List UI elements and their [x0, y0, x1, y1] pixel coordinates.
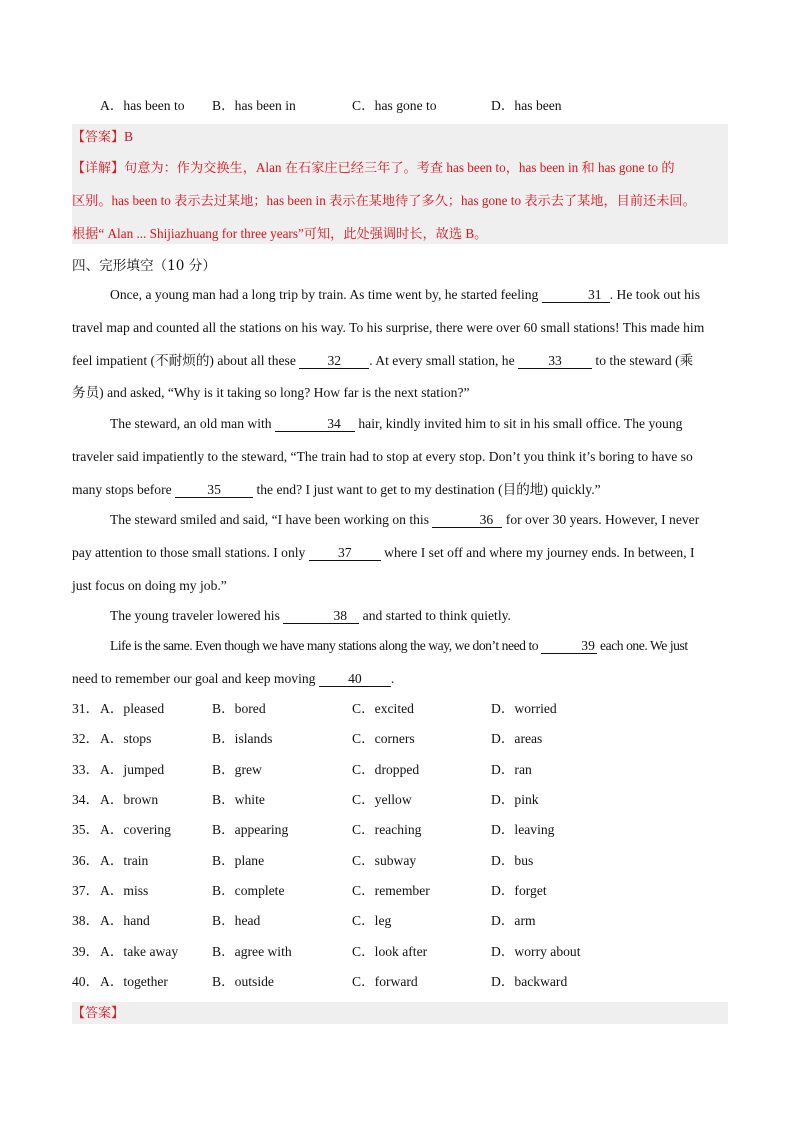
option-a: A．together [100, 974, 168, 989]
option-d: D．backward [491, 974, 568, 989]
blank-39: 39 [541, 638, 597, 654]
option-b: B．plane [212, 853, 265, 868]
question-number: 31． [72, 701, 100, 716]
option-d: D．has been [491, 98, 562, 113]
bottom-answer-label: 【答案】 [72, 1006, 125, 1021]
option-a: A．has been to [100, 98, 185, 113]
question-number: 37． [72, 883, 100, 898]
passage-p5-line1: Life is the same. Even though we have many stations along the way, we don’t need to 39 each one. We just [110, 638, 688, 653]
option-c: C．reaching [352, 822, 422, 837]
blank-36: 36 [432, 512, 502, 528]
option-d: D．worried [491, 701, 557, 716]
option-d: D．ran [491, 762, 532, 777]
option-b: B．complete [212, 883, 285, 898]
blank-34: 34 [275, 416, 355, 432]
option-d: D．worry about [491, 944, 581, 959]
passage-p1-line1: Once, a young man had a long trip by train. As time went by, he started feeling 31 . He took out his [110, 287, 700, 302]
passage-p1-line3: feel impatient (不耐烦的) about all these 32 . At every small station, he 33 to the steward (乘 [72, 353, 694, 368]
question-number: 38． [72, 913, 100, 928]
passage-p4-line1: The young traveler lowered his 38 and started to think quietly. [110, 608, 511, 623]
detail-line-2: 区别。has been to 表示去过某地；has been in 表示在某地待了多久；has gone to 表示去了某地，目前还未回。 [72, 193, 696, 208]
detail-line-1: 【详解】句意为：作为交换生，Alan 在石家庄已经三年了。考查 has been to，has been in 和 has gone to 的 [72, 160, 675, 176]
answer-line [72, 127, 728, 148]
passage-p2-line2: traveler said impatiently to the steward, “The train had to stop at every stop. Don’t you think it’s boring to have so [72, 449, 693, 464]
option-a: A．take away [100, 944, 179, 959]
option-c: C．excited [352, 701, 414, 716]
option-d: D．leaving [491, 822, 555, 837]
blank-35: 35 [175, 482, 253, 498]
blank-40: 40 [319, 671, 391, 687]
option-a: A．train [100, 853, 149, 868]
option-d: D．pink [491, 792, 539, 807]
option-a: A．jumped [100, 762, 165, 777]
option-b: B．white [212, 792, 265, 807]
option-d: D．arm [491, 913, 536, 928]
option-b: B．outside [212, 974, 274, 989]
option-c: C．forward [352, 974, 418, 989]
option-d: D．areas [491, 731, 543, 746]
option-a: A．covering [100, 822, 171, 837]
section-heading: 四、完形填空（10 分） [72, 258, 216, 274]
question-number: 39． [72, 944, 100, 959]
option-c: C．leg [352, 913, 392, 928]
passage-p1-line2: travel map and counted all the stations on his way. To his surprise, there were over 60 small stations! This made him [72, 320, 705, 335]
answer-label: 【答案】 [72, 130, 125, 145]
option-b: B．has been in [212, 98, 296, 113]
question-number: 32． [72, 731, 100, 746]
passage-p3-line2: pay attention to those small stations. I only 37 where I set off and where my journey ends. In between, I [72, 545, 695, 560]
option-c: C．corners [352, 731, 415, 746]
bottom-answer-line [72, 1003, 728, 1024]
option-c: C．has gone to [352, 98, 437, 113]
detail-line-3: 根据“ Alan ... Shijiazhuang for three years”可知，此处强调时长，故选 B。 [72, 226, 488, 241]
passage-p3-line1: The steward smiled and said, “I have been working on this 36 for over 30 years. However, I never [110, 512, 700, 527]
option-d: D．forget [491, 883, 547, 898]
option-b: B．agree with [212, 944, 292, 959]
option-b: B．grew [212, 762, 262, 777]
question-number: 40． [72, 974, 100, 989]
question-number: 36． [72, 853, 100, 868]
passage-p2-line3: many stops before 35 the end? I just want to get to my destination (目的地) quickly.” [72, 482, 601, 497]
option-a: A．brown [100, 792, 159, 807]
blank-32: 32 [299, 353, 369, 369]
blank-38: 38 [283, 608, 359, 624]
option-b: B．bored [212, 701, 266, 716]
detail-label: 【详解】 [72, 161, 125, 176]
question-number: 35． [72, 822, 100, 837]
option-b: B．head [212, 913, 261, 928]
passage-p1-line4: 务员) and asked, “Why is it taking so long? How far is the next station?” [72, 385, 470, 400]
option-c: C．remember [352, 883, 430, 898]
option-c: C．dropped [352, 762, 420, 777]
passage-p2-line1: The steward, an old man with 34 hair, kindly invited him to sit in his small office. The young [110, 416, 683, 431]
option-d: D．bus [491, 853, 534, 868]
option-a: A．hand [100, 913, 150, 928]
passage-p5-line2: need to remember our goal and keep moving 40 . [72, 671, 395, 686]
option-a: A．stops [100, 731, 152, 746]
option-c: C．yellow [352, 792, 412, 807]
answer-value: B [124, 129, 134, 144]
question-number: 34． [72, 792, 100, 807]
option-b: B．appearing [212, 822, 289, 837]
option-a: A．pleased [100, 701, 165, 716]
option-c: C．look after [352, 944, 428, 959]
blank-31: 31 [542, 287, 610, 303]
question-number: 33． [72, 762, 100, 777]
option-b: B．islands [212, 731, 273, 746]
blank-37: 37 [309, 545, 381, 561]
option-a: A．miss [100, 883, 149, 898]
passage-p3-line3: just focus on doing my job.” [72, 578, 227, 593]
blank-33: 33 [518, 353, 592, 369]
option-c: C．subway [352, 853, 417, 868]
